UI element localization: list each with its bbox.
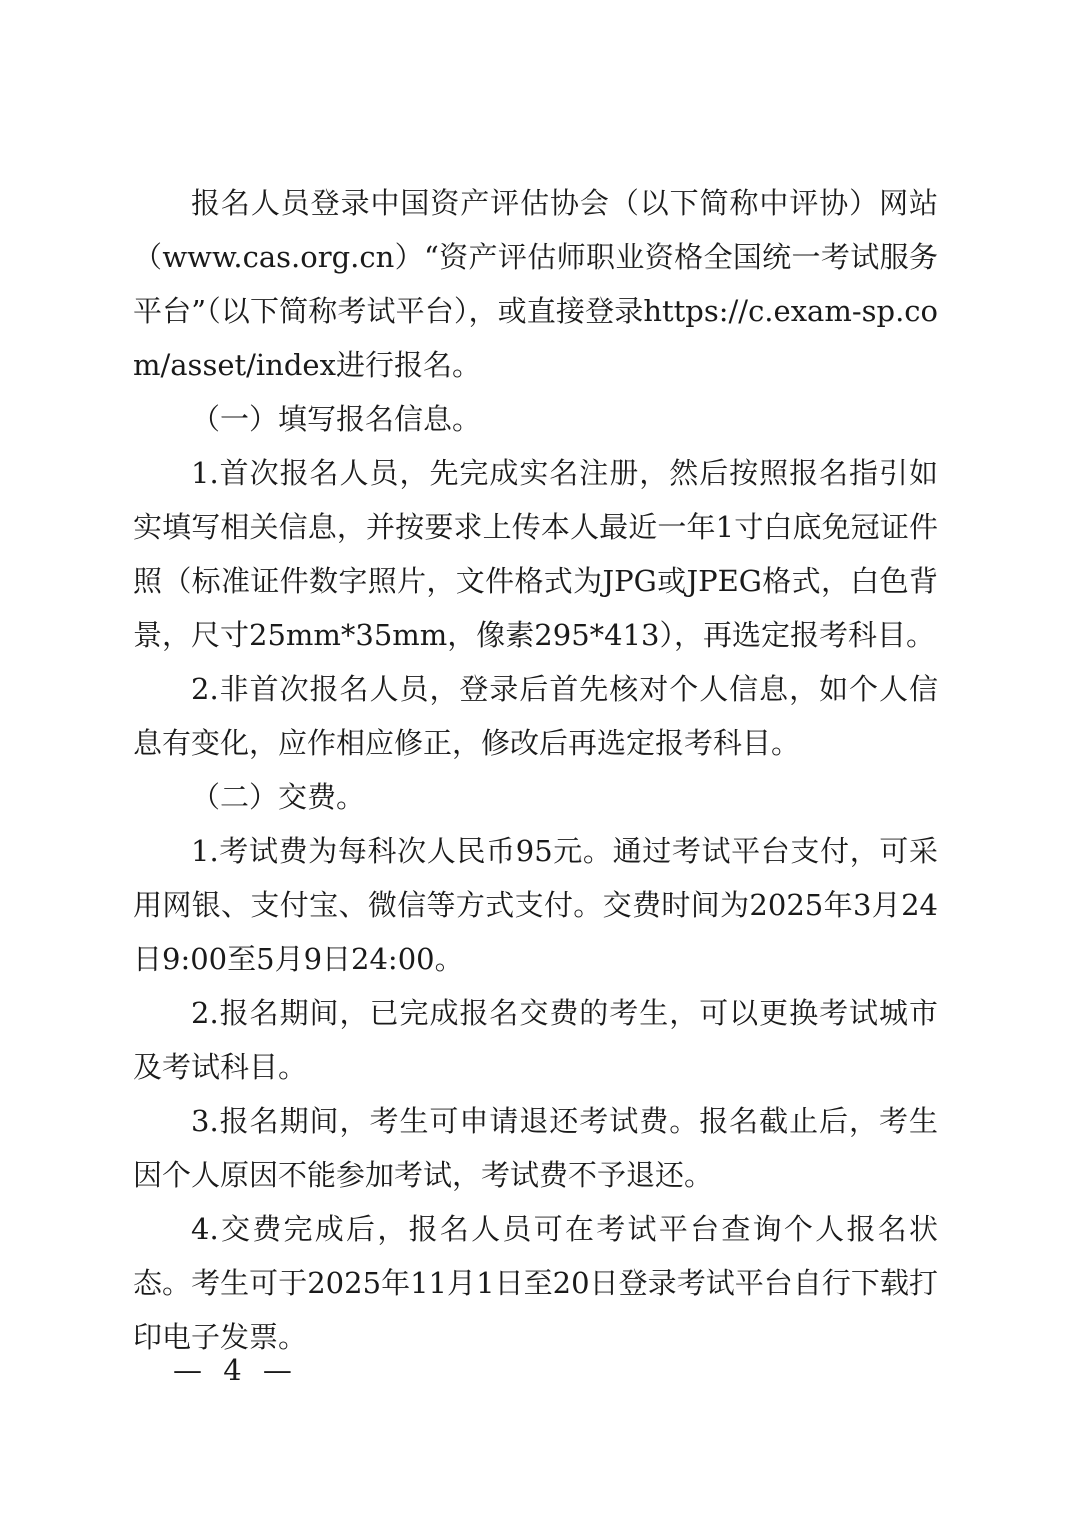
section-heading-payment: （二）交费。 xyxy=(191,780,366,814)
paragraph-change-city: 2.报名期间，已完成报名交费的考生，可以更换考试城市及考试科目。 xyxy=(133,996,938,1084)
paragraph-first-registration: 1.首次报名人员，先完成实名注册，然后按照报名指引如实填写相关信息，并按要求上传本人最近一年1寸白底免冠证件照（标准证件数字照片，文件格式为JPG或JPEG格式，白色背景，尺寸25mm*35mm，像素295*413），再选定报考科目。 xyxy=(133,456,938,652)
page-number: — 4 — xyxy=(173,1353,298,1387)
section-heading-fill-info: （一）填写报名信息。 xyxy=(191,402,482,436)
paragraph-exam-fee: 1.考试费为每科次人民币95元。通过考试平台支付，可采用网银、支付宝、微信等方式支付。交费时间为2025年3月24日9:00至5月9日24:00。 xyxy=(133,834,938,976)
paragraph-refund: 3.报名期间，考生可申请退还考试费。报名截止后，考生因个人原因不能参加考试，考试费不予退还。 xyxy=(133,1104,938,1192)
paragraph-repeat-registration: 2.非首次报名人员，登录后首先核对个人信息，如个人信息有变化，应作相应修正，修改后再选定报考科目。 xyxy=(133,672,938,760)
paragraph-intro: 报名人员登录中国资产评估协会（以下简称中评协）网站（www.cas.org.cn）“资产评估师职业资格全国统一考试服务平台”（以下简称考试平台），或直接登录https://c.exam-sp.com/asset/index进行报名。 xyxy=(133,186,938,382)
document-body xyxy=(133,176,938,1364)
paragraph-invoice: 4.交费完成后，报名人员可在考试平台查询个人报名状态。考生可于2025年11月1日至20日登录考试平台自行下载打印电子发票。 xyxy=(133,1212,938,1354)
